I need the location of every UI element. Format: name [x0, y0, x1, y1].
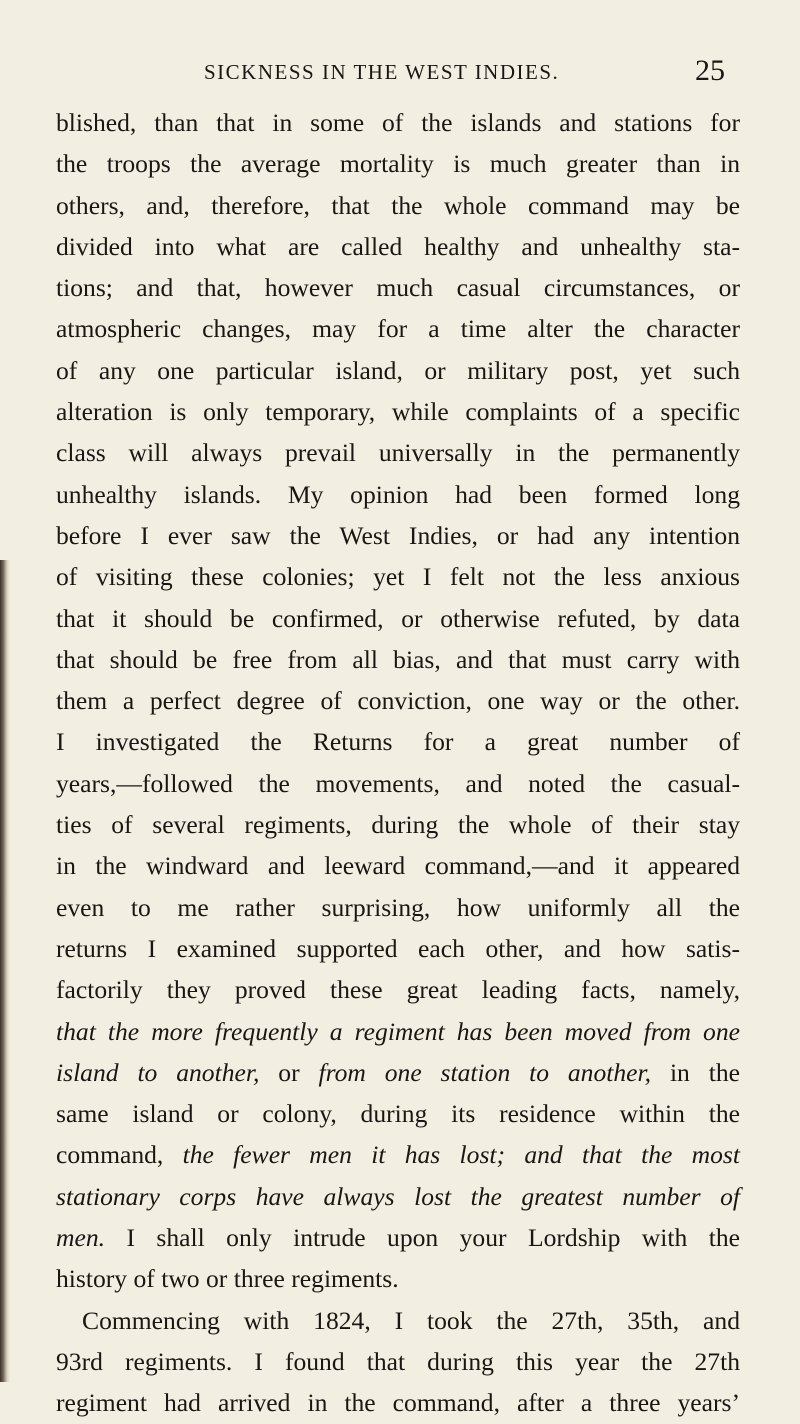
paragraph-end-line: history of two or three regiments.: [56, 1264, 399, 1294]
text-line: blished, than that in some of the islands and stations for: [56, 108, 740, 137]
text-line: in the windward and leeward command,—and it appeared: [56, 851, 740, 881]
italic-phrase: men.: [56, 1223, 106, 1253]
text-line: before I ever saw the West Indies, or had any intention: [56, 520, 740, 550]
text-line-mixed: [56, 1052, 740, 1093]
text-line: alteration is only temporary, while complaints of a specific: [56, 397, 740, 427]
page-header: [0, 54, 800, 94]
text-line: unhealthy islands. My opinion had been formed long: [56, 479, 740, 509]
roman-phrase: or: [259, 1057, 319, 1087]
text-line: same island or colony, during its residence within the: [56, 1099, 740, 1129]
text-line: tions; and that, however much casual circumstances, or: [56, 273, 740, 303]
roman-phrase: command,: [56, 1140, 183, 1170]
italic-phrase: stationary corps have always lost the greatest number of: [56, 1181, 740, 1211]
text-line: them a perfect degree of conviction, one way or the other.: [56, 686, 740, 716]
italic-phrase: the fewer men it has lost; and that the most: [182, 1140, 740, 1170]
text-line: ties of several regiments, during the whole of their stay: [56, 810, 740, 840]
italic-phrase: that the more frequently a regiment has been moved from one: [56, 1016, 740, 1046]
text-line: that it should be confirmed, or otherwise refuted, by data: [56, 603, 740, 633]
text-line: regiment had arrived in the command, after a three years’: [56, 1388, 740, 1418]
text-line: the troops the average mortality is much greater than in: [56, 149, 740, 179]
paragraph-start-line: Commencing with 1824, I took the 27th, 35th, and: [82, 1305, 740, 1335]
roman-phrase: in the: [651, 1057, 740, 1087]
body-text: [56, 102, 740, 1424]
text-line: atmospheric changes, may for a time alter the character: [56, 314, 740, 344]
text-line: returns I examined supported each other, and how satis-: [56, 933, 740, 963]
text-line: of visiting these colonies; yet I felt not the less anxious: [56, 562, 740, 592]
text-line-italic: [56, 1011, 740, 1052]
text-line: others, and, therefore, that the whole command may be: [56, 190, 740, 220]
text-line: that should be free from all bias, and that must carry with: [56, 644, 740, 674]
text-line: of any one particular island, or military post, yet such: [56, 355, 740, 385]
running-head: SICKNESS IN THE WEST INDIES.: [204, 60, 560, 84]
text-line: factorily they proved these great leading facts, namely,: [56, 975, 740, 1005]
text-line-mixed: [56, 1134, 740, 1175]
italic-phrase: from one station to another,: [318, 1057, 652, 1087]
text-line: class will always prevail universally in the permanently: [56, 438, 740, 468]
text-line: years,—followed the movements, and noted the casual-: [56, 768, 740, 798]
text-line: 93rd regiments. I found that during this year the 27th: [56, 1346, 740, 1376]
text-line-italic: [56, 1176, 740, 1217]
italic-phrase: island to another,: [56, 1057, 260, 1087]
text-line: divided into what are called healthy and unhealthy sta-: [56, 231, 740, 261]
text-line: even to me rather surprising, how uniformly all the: [56, 892, 740, 922]
page-number: 25: [695, 54, 725, 87]
text-line: I investigated the Returns for a great number of: [56, 727, 740, 757]
roman-phrase: I shall only intrude upon your Lordship with the: [105, 1223, 740, 1253]
text-line-mixed: [56, 1217, 740, 1258]
